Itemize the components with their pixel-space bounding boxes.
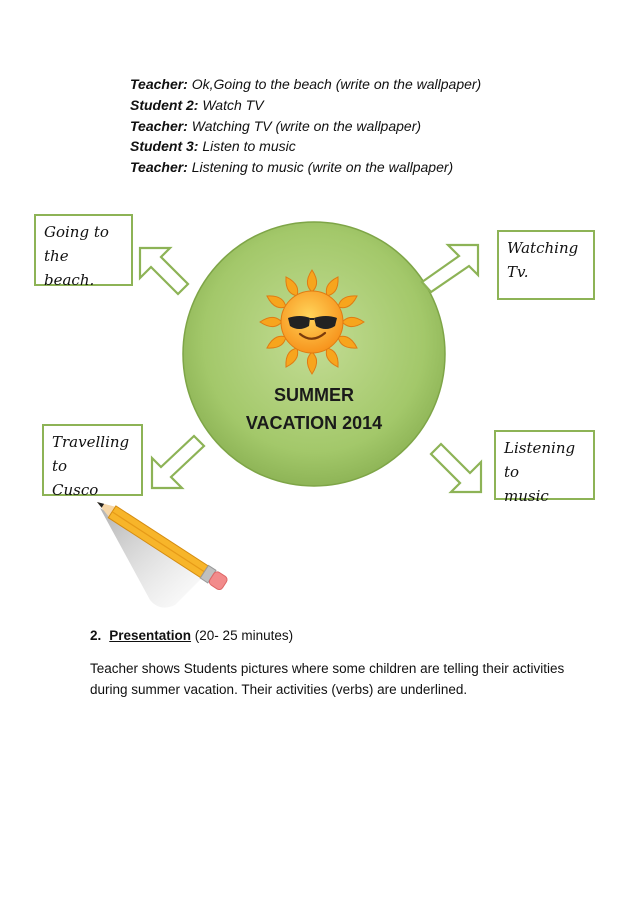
box-text: beach. (44, 271, 95, 289)
arrow-to-cusco-icon (152, 436, 204, 488)
dialogue-text: Watching TV (write on the wallpaper) (187, 117, 422, 134)
box-watching-tv (497, 230, 595, 300)
center-title-line2: VACATION 2014 (245, 413, 383, 433)
box-travelling-to-cusco (42, 424, 143, 499)
section-number: 2. (90, 628, 102, 643)
arrow-to-music-icon (431, 444, 481, 492)
center-title-line1: SUMMER (274, 385, 354, 405)
speaker-label: Teacher: (130, 159, 188, 176)
dialogue-text: Watch TV (198, 96, 264, 113)
speaker-label: Teacher: (130, 117, 188, 134)
pencil-icon (93, 496, 229, 608)
box-text: Travelling to (52, 433, 130, 475)
presentation-paragraph (90, 658, 570, 700)
box-listening-to-music (494, 430, 595, 505)
speaker-label: Student 3: (130, 138, 199, 155)
box-text: Listening to (504, 439, 576, 481)
dialogue-text: Ok,Going to the beach (write on the wallpaper) (187, 76, 482, 92)
box-text: Going to the (44, 223, 109, 265)
section-title: Presentation (109, 628, 192, 643)
box-text: music (504, 487, 549, 505)
section-duration: (20- 25 minutes) (191, 628, 294, 643)
dialogue-text: Listen to music (198, 138, 296, 155)
box-text: Cusco (52, 481, 99, 499)
box-text: Tv. (507, 263, 529, 281)
arrow-to-beach-icon (140, 248, 188, 294)
dialogue-text: Listening to music (write on the wallpaper) (187, 159, 454, 176)
box-text: Watching (507, 239, 579, 257)
section-heading (90, 628, 293, 643)
paragraph-line: Teacher shows Students pictures where some children are telling their activities (90, 661, 565, 676)
arrow-to-tv-icon (422, 245, 478, 292)
paragraph-line: during summer vacation. Their activities (verbs) are underlined. (90, 682, 468, 697)
speaker-label: Student 2: (130, 96, 199, 113)
box-going-to-the-beach (34, 214, 133, 289)
speaker-label: Teacher: (130, 76, 188, 92)
